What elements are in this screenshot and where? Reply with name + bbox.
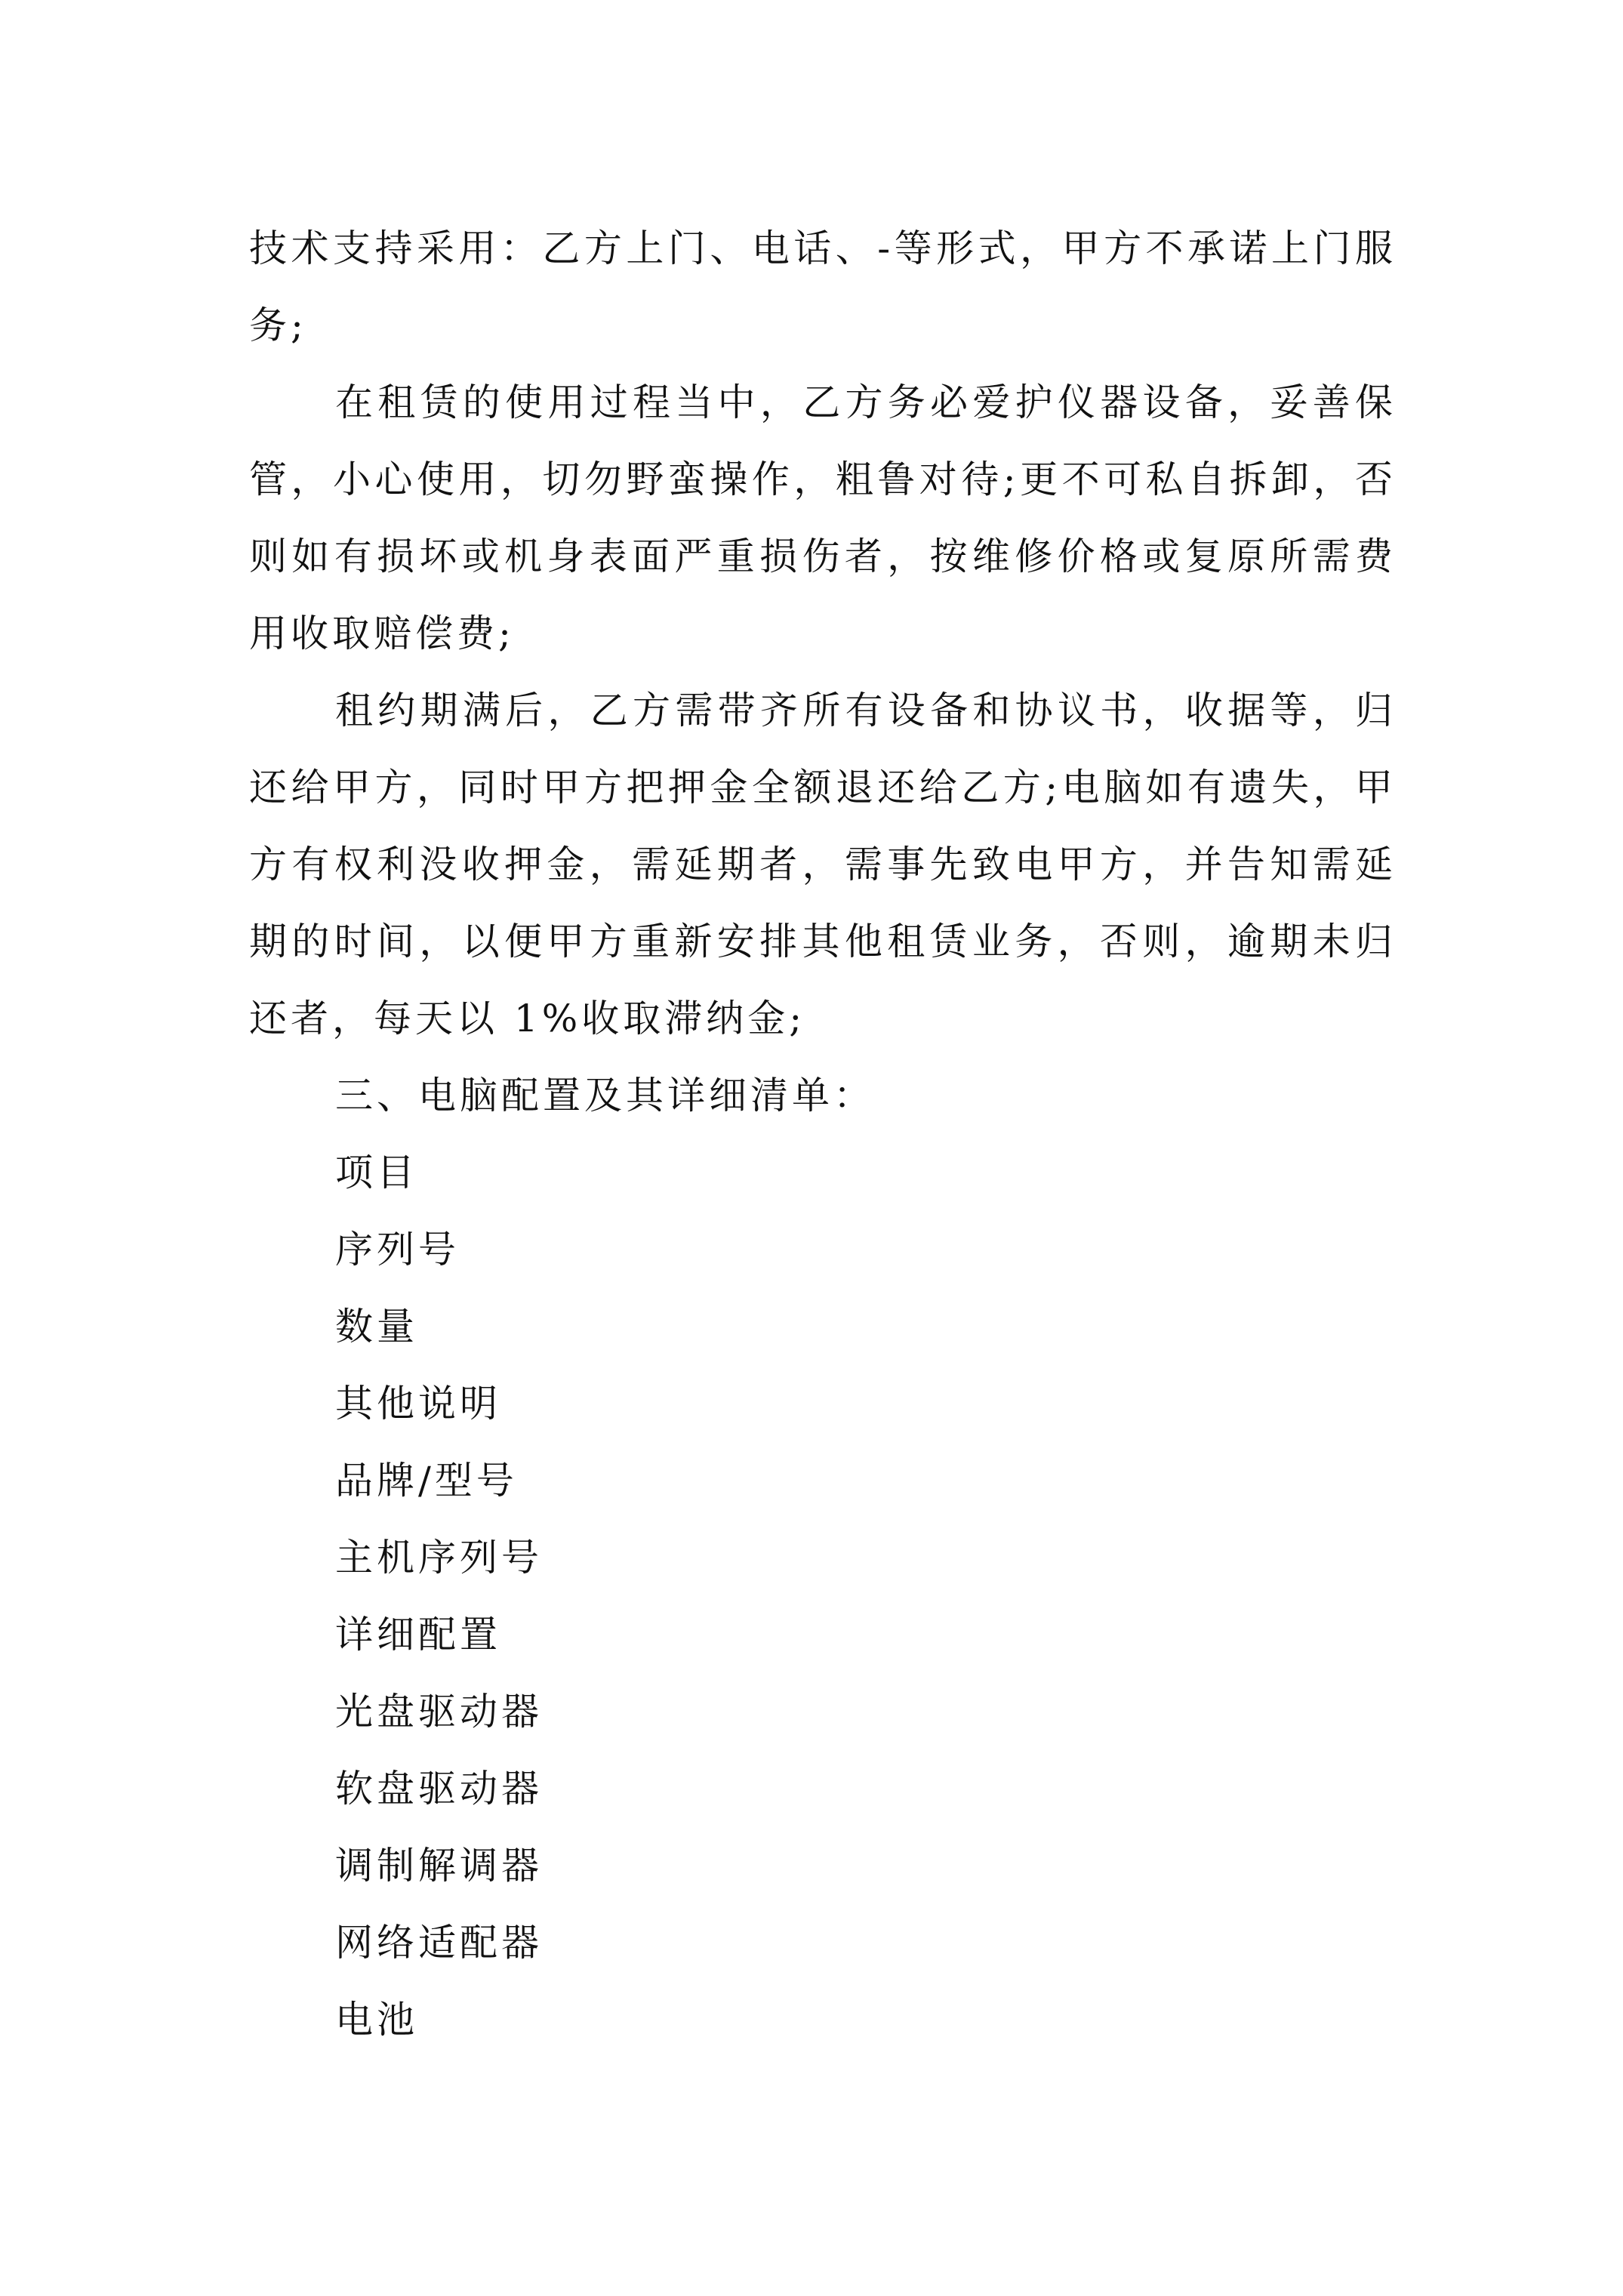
- list-item: 软盘驱动器: [335, 1767, 543, 1811]
- document-body: [249, 210, 1397, 2058]
- list-item: 电池: [335, 1998, 418, 2042]
- list-item: 网络适配器: [335, 1921, 543, 1965]
- list-item: 主机序列号: [335, 1536, 543, 1579]
- list-item: 其他说明: [335, 1382, 501, 1425]
- paragraph-usage-care: 在租赁的使用过程当中，乙方务必爱护仪器设备，妥善保管，小心使用，切勿野蛮操作，粗鲁对待;更不可私自拆卸，否则如有损坏或机身表面严重损伤者，按维修价格或复原所需费用收取赔偿费;: [249, 381, 1397, 655]
- paragraph-tech-support: 技术支持采用：乙方上门、电话、-等形式，甲方不承诺上门服务;: [249, 227, 1397, 347]
- list-item: 序列号: [335, 1228, 460, 1271]
- list-item: 调制解调器: [335, 1844, 543, 1888]
- section-heading: 三、电脑配置及其详细清单：: [335, 1074, 875, 1117]
- list-item: 数量: [335, 1305, 418, 1348]
- list-item: 品牌/型号: [335, 1459, 518, 1502]
- list-item: 光盘驱动器: [335, 1690, 543, 1734]
- paragraph-lease-expiry: 租约期满后，乙方需带齐所有设备和协议书，收据等，归还给甲方，同时甲方把押金全额退还给乙方;电脑如有遗失，甲方有权利没收押金，需延期者，需事先致电甲方，并告知需延期的时间，以便甲方重新安排其他租赁业务，否则，逾期未归还者，每天以 1%收取滞纳金;: [249, 689, 1397, 1040]
- list-item: 详细配置: [335, 1613, 501, 1657]
- list-item: 项目: [335, 1151, 418, 1194]
